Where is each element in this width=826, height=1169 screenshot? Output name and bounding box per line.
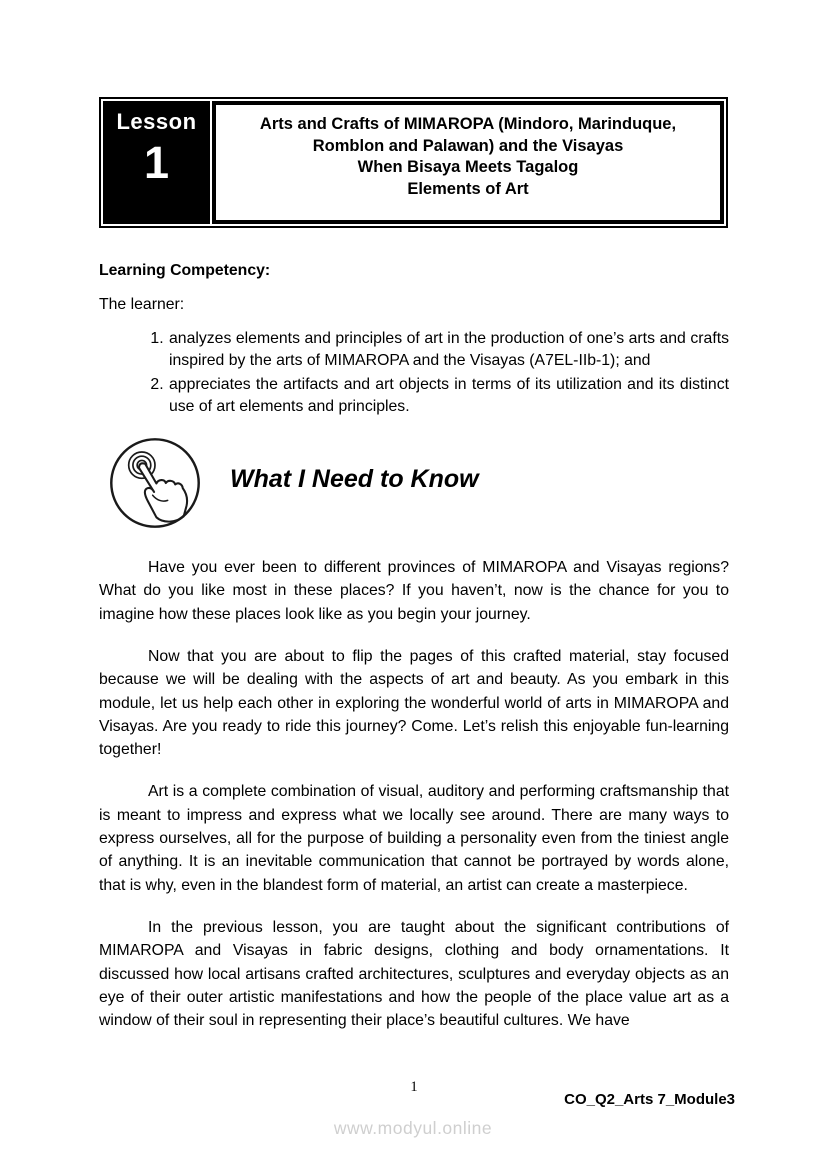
lesson-number: 1 [143, 137, 170, 188]
module-code: CO_Q2_Arts 7_Module3 [564, 1091, 735, 1108]
lesson-title-line-3: When Bisaya Meets Tagalog [357, 158, 579, 176]
lesson-header-box [99, 97, 728, 228]
competency-list [99, 328, 729, 418]
body-paragraphs [99, 556, 729, 1051]
learning-competency-section [99, 262, 729, 419]
competency-item-2: 2. appreciates the artifacts and art objects in terms of its utilization and its distinct use of art elements and principles. [168, 374, 729, 419]
paragraph-4: In the previous lesson, you are taught about the significant contributions of MIMAROPA and Visayas in fabric designs, clothing and body ornamentations. It discussed how local artisans crafted architectures, sculptures and everyday objects as an eye of their outer artistic manifestations and how the people of the place value art as a window of their soul in representing their place’s beautiful cultures. We have [99, 918, 729, 1030]
lesson-label: Lesson [116, 109, 197, 134]
learner-intro-text: The learner: [99, 296, 185, 313]
lesson-title-line-4: Elements of Art [407, 179, 529, 198]
touch-press-hand-icon [108, 435, 202, 531]
lesson-title-line-1: Arts and Crafts of MIMAROPA (Mindoro, Marinduque, [259, 115, 677, 133]
section-heading: What I Need to Know [230, 464, 479, 493]
lesson-title-line-2: Romblon and Palawan) and the Visayas [312, 136, 624, 155]
competency-item-1: 1. analyzes elements and principles of art in the production of one’s arts and crafts inspired by the arts of MIMAROPA and the Visayas (A7EL-IIb-1); and [168, 328, 729, 373]
page-number: 1 [410, 1079, 418, 1095]
lesson-number-cell [103, 101, 210, 224]
what-i-need-to-know-section [108, 435, 479, 531]
paragraph-1: Have you ever been to different provinces of MIMAROPA and Visayas regions? What do you like most in these places? If you haven’t, now is the chance for you to imagine how these places look like as you begin your journey. [99, 559, 729, 623]
paragraph-2: Now that you are about to flip the pages of this crafted material, stay focused because we will be dealing with the aspects of art and beauty. As you embark in this module, let us help each other in exploring the wonderful world of arts in MIMAROPA and Visayas. Are you ready to ride this journey? Come. Let’s relish this enjoyable fun-learning together! [99, 647, 729, 759]
watermark-text: www.modyul.online [333, 1118, 493, 1138]
paragraph-3: Art is a complete combination of visual, auditory and performing craftsmanship that is meant to impress and express what we locally see around. There are many ways to express ourselves, all for the purpose of building a personality even from the tiniest angle of anything. It is an inevitable communication that cannot be portrayed by words alone, that is why, even in the blandest form of material, an artist can create a masterpiece. [99, 783, 729, 894]
lesson-title-box [212, 101, 724, 224]
learning-competency-heading: Learning Competency: [99, 262, 271, 279]
